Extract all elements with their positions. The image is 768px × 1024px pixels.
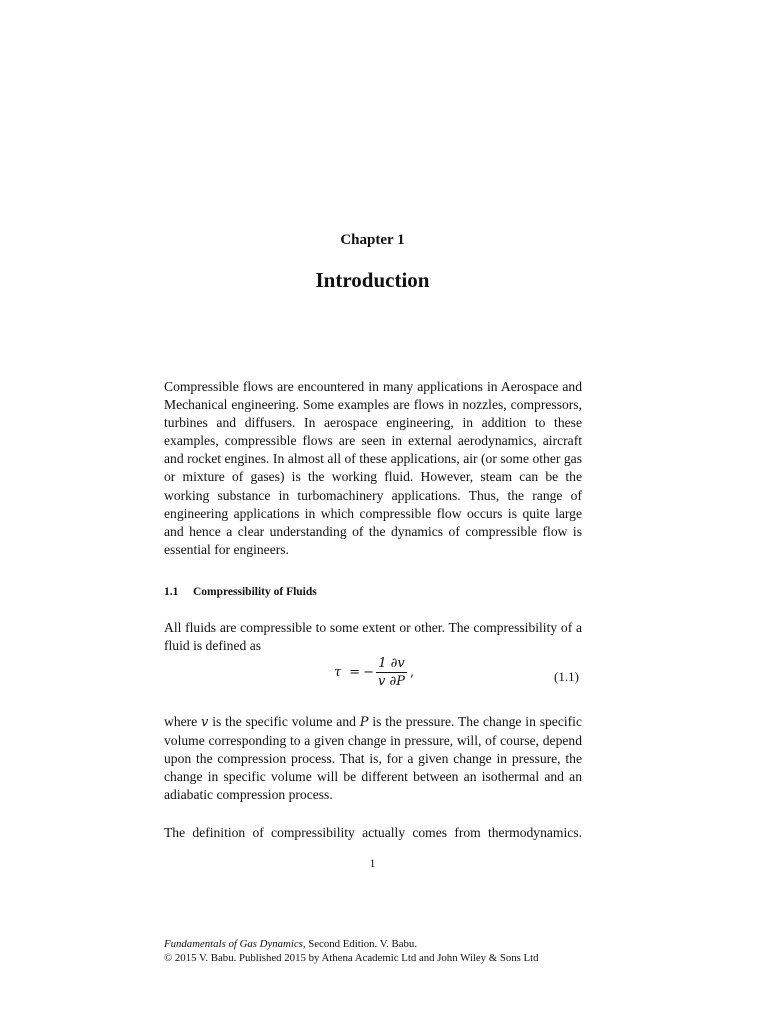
equation-number: (1.1) xyxy=(554,669,579,684)
equation-comma: , xyxy=(409,665,415,680)
where-symbol-P: P xyxy=(359,715,369,730)
footer-copyright: © 2015 V. Babu. Published 2015 by Athena Academic Ltd and John Wiley & Sons Ltd xyxy=(164,952,539,964)
chapter-title: Introduction xyxy=(315,268,430,292)
definition-paragraph: The definition of compressibility actually comes from thermodynamics. xyxy=(164,825,582,840)
footer-book-title: Fundamentals of Gas Dynamics xyxy=(164,938,303,950)
footer-citation xyxy=(164,937,604,951)
where-text-1: where xyxy=(164,714,202,729)
section-number: 1.1 xyxy=(164,586,179,598)
fraction-denominator: v ∂P xyxy=(378,674,405,689)
equation-minus: − xyxy=(363,665,375,680)
compressibility-equation xyxy=(334,656,414,689)
footer-edition: , Second Edition. V. Babu. xyxy=(302,938,418,950)
footer xyxy=(164,937,604,965)
specific-volume-paragraph xyxy=(164,713,582,804)
compressibility-intro-paragraph: All fluids are compressible to some extent or other. The compressibility of a fluid is defined as xyxy=(164,620,582,654)
intro-paragraph: Compressible flows are encountered in many applications in Aerospace and Mechanical engineering. Some examples are flows in nozzles, compressors, turbines and diffusers. In aerospace engineering, in addition to these examples, compressible flows are seen in external aerodynamics, aircraft and rocket engines. In almost all of these applications, air (or some other gas or mixture of gases) is the working fluid. However, steam can be the working substance in turbomachinery applications. Thus, the range of engineering applications in which compressible flow occurs is quite large and hence a clear understanding of the dynamics of compressible flow is essential for engineers. xyxy=(164,379,582,557)
equation-lhs: τ xyxy=(334,665,342,680)
equation-equals: = xyxy=(349,665,361,680)
page-number: 1 xyxy=(369,858,376,870)
section-title: Compressibility of Fluids xyxy=(193,586,317,598)
fraction-numerator: 1 ∂v xyxy=(378,656,405,671)
where-symbol-v: v xyxy=(201,715,209,730)
fraction-bar xyxy=(376,672,407,673)
where-text-2: is the specific volume and xyxy=(208,714,360,729)
section-heading xyxy=(164,586,317,598)
where-text-3: is the pressure. The change in specific volume corresponding to a given change in pressure, will, of course, depend upon the compression process. That is, for a given change in pressure, the change in specific volume will be different between an isothermal and an adiabatic compression process. xyxy=(164,714,582,803)
equation-fraction xyxy=(376,656,407,689)
chapter-label: Chapter 1 xyxy=(340,232,405,248)
